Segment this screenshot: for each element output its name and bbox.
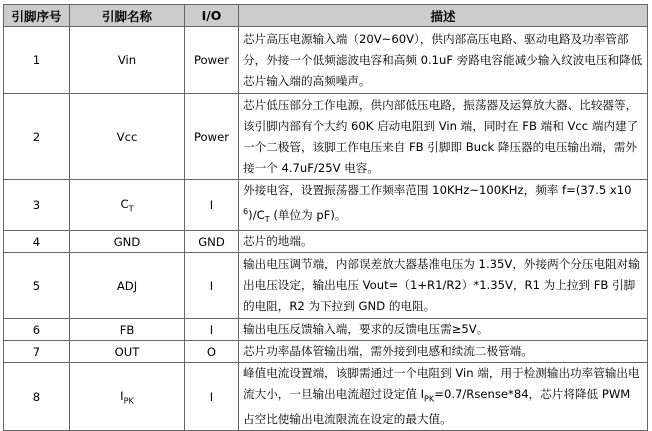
pin-io: I <box>185 363 239 431</box>
table-row <box>4 319 648 341</box>
pin-name: ADJ <box>70 253 185 319</box>
table-row <box>4 341 648 363</box>
pin-name <box>70 180 185 231</box>
pin-number: 1 <box>4 27 70 94</box>
pin-number: 7 <box>4 341 70 363</box>
pin-name-main: C <box>120 196 129 211</box>
desc-text: )/C <box>248 207 265 222</box>
desc-superscript: 6 <box>243 206 249 216</box>
pin-number: 8 <box>4 363 70 431</box>
table-row <box>4 231 648 253</box>
pin-description-table <box>3 4 648 431</box>
pin-number: 2 <box>4 94 70 180</box>
desc-text: =0.7/Rsense*84，芯片将降低 PWM 占空比使输出电流限流在设定的最大值。 <box>243 387 631 427</box>
pin-description <box>239 180 648 231</box>
table-header-row <box>4 5 648 27</box>
table-row <box>4 180 648 231</box>
pin-io: GND <box>185 231 239 253</box>
header-pin-number: 引脚序号 <box>4 5 70 27</box>
pin-io: Power <box>185 27 239 94</box>
header-pin-name: 引脚名称 <box>70 5 185 27</box>
table-row <box>4 253 648 319</box>
pin-number: 4 <box>4 231 70 253</box>
pin-number: 6 <box>4 319 70 341</box>
pin-name-main: I <box>120 388 124 403</box>
pin-io: I <box>185 253 239 319</box>
pin-description: 输出电压调节端，内部误差放大器基准电压为 1.35V，外接两个分压电阻对输出电压设定，输出电压 Vout=（1+R1/R2）*1.35V，R1 为上拉到 FB 引脚的电阻，R2 为下拉到 GND 的电阻。 <box>239 253 648 319</box>
desc-text: (单位为 pF)。 <box>269 207 347 222</box>
table-row <box>4 27 648 94</box>
pin-number: 3 <box>4 180 70 231</box>
pin-io: I <box>185 319 239 341</box>
desc-text: 外接电容，设置振荡器工作频率范围 10KHz~100KHz，频率 f=(37.5 x10 <box>243 183 632 197</box>
pin-io: O <box>185 341 239 363</box>
pin-description: 芯片功率晶体管输出端，需外接到电感和续流二极管端。 <box>239 341 648 363</box>
pin-name: FB <box>70 319 185 341</box>
pin-name: Vcc <box>70 94 185 180</box>
desc-text: 峰值电流设置端，该脚需通过一个电阻到 Vin 端，用于检测输出功率管输出电流大小，一旦输出电流超过设定值 I <box>243 366 640 402</box>
pin-description: 芯片低压部分工作电源，供内部低压电路，振荡器及运算放大器、比较器等，该引脚内部有个大约 60K 启动电阻到 Vin 端，同时在 FB 端和 Vcc 端内建了一个二极管，该脚工作电压来自 FB 引脚即 Buck 降压器的电压输出端，需外接一个 4.7uF/25V 电容。 <box>239 94 648 180</box>
pin-name: Vin <box>70 27 185 94</box>
header-description: 描述 <box>239 5 648 27</box>
desc-subscript: PK <box>424 393 435 404</box>
pin-number: 5 <box>4 253 70 319</box>
pin-name: GND <box>70 231 185 253</box>
pin-description: 输出电压反馈输入端，要求的反馈电压需≥5V。 <box>239 319 648 341</box>
header-io: I/O <box>185 5 239 27</box>
pin-io: Power <box>185 94 239 180</box>
pin-description: 芯片的地端。 <box>239 231 648 253</box>
pin-name-subscript: PK <box>123 394 134 405</box>
pin-name: OUT <box>70 341 185 363</box>
pin-description: 芯片高压电源输入端（20V~60V），供内部高压电路、驱动电路及功率管部分，外接一个低频滤波电容和高频 0.1uF 旁路电容能减少输入纹波电压和降低芯片输入端的高频噪声。 <box>239 27 648 94</box>
pin-io: I <box>185 180 239 231</box>
desc-subscript: T <box>264 214 270 225</box>
table-row <box>4 94 648 180</box>
pin-name-subscript: T <box>128 203 134 214</box>
